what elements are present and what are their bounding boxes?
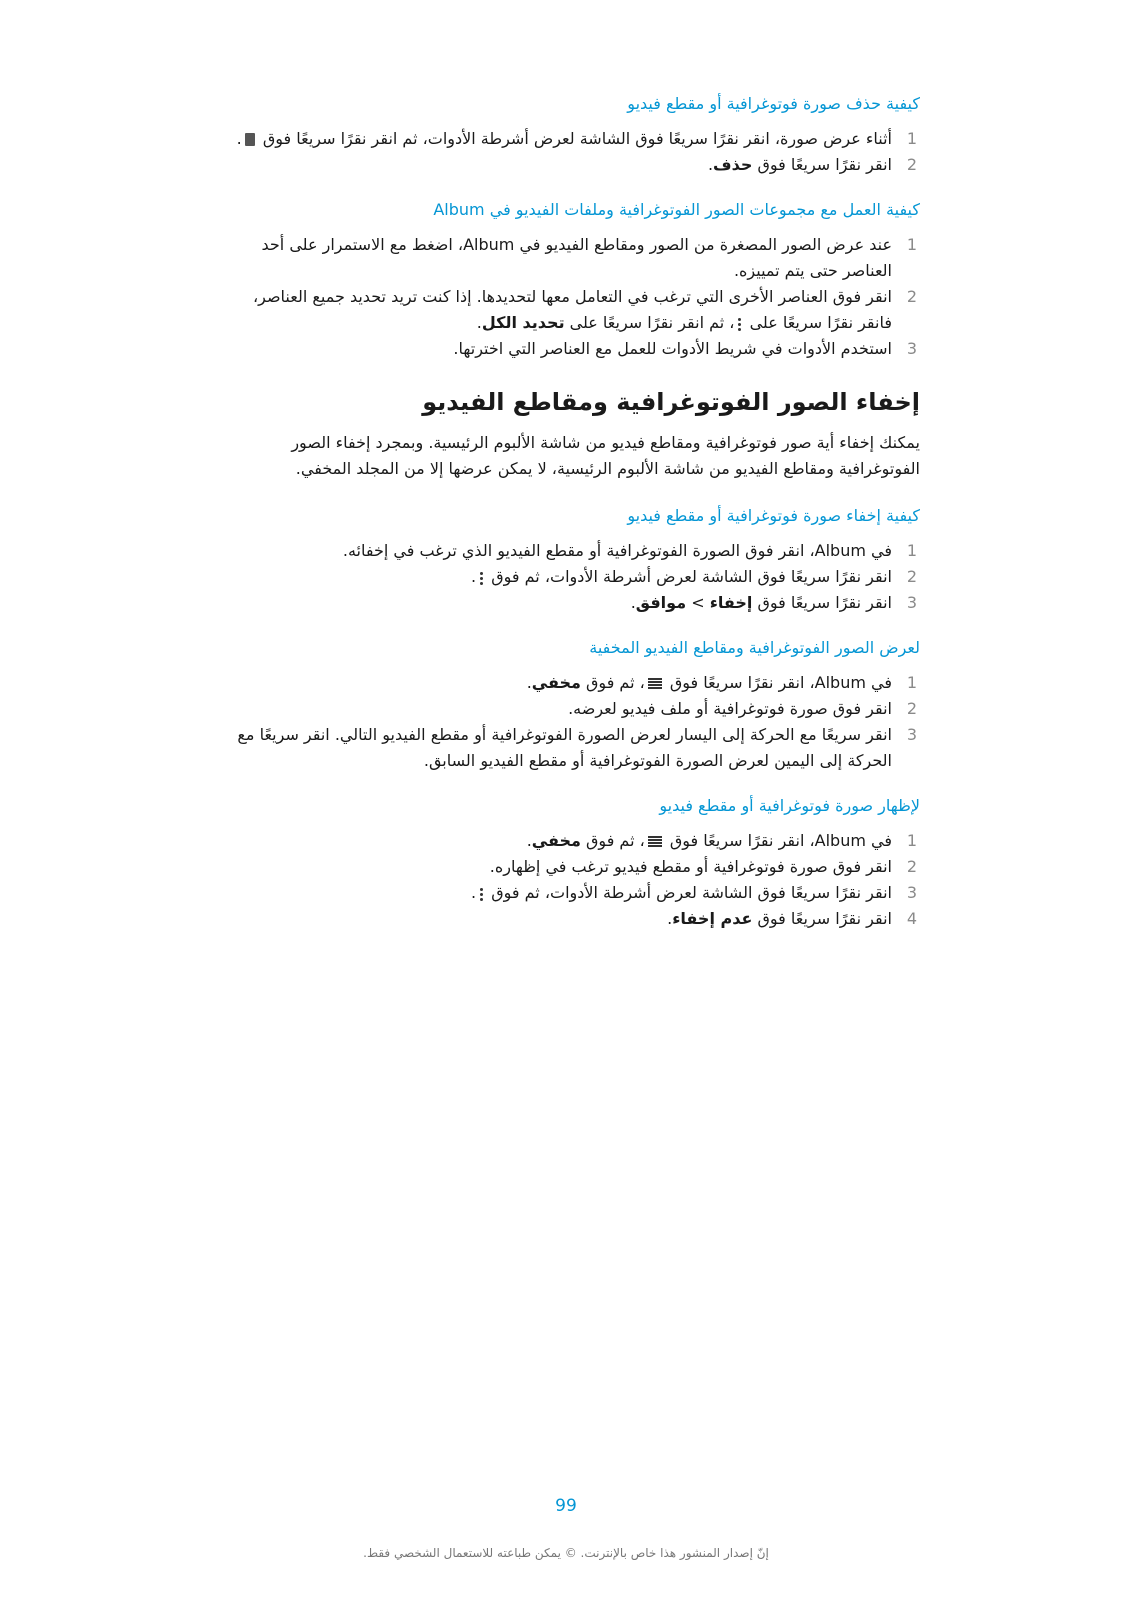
step-text: . — [476, 313, 482, 332]
hide-subheading: كيفية إخفاء صورة فوتوغرافية أو مقطع فيديو — [627, 506, 920, 525]
step-text: . — [471, 567, 477, 586]
unhide-steps — [218, 828, 920, 932]
section-heading: إخفاء الصور الفوتوغرافية ومقاطع الفيديو — [422, 388, 920, 416]
step-number: 1 — [906, 129, 918, 148]
step-number: 3 — [906, 883, 918, 902]
step-number: 2 — [906, 699, 918, 718]
view-hidden-subheading: لعرض الصور الفوتوغرافية ومقاطع الفيديو المخفية — [589, 638, 920, 657]
step-number: 1 — [906, 541, 918, 560]
step-bold: مخفي — [531, 673, 581, 692]
step-text: . — [630, 593, 636, 612]
page-content — [218, 92, 920, 952]
unhide-step-3 — [218, 880, 920, 906]
groups-step-2 — [218, 284, 920, 336]
page-number: 99 — [555, 1496, 577, 1516]
unhide-subheading: لإظهار صورة فوتوغرافية أو مقطع فيديو — [659, 796, 920, 815]
step-text: انقر فوق صورة فوتوغرافية أو مقطع فيديو ترغب في إظهاره. — [489, 857, 892, 876]
step-text: أثناء عرض صورة، انقر نقرًا سريعًا فوق الشاشة لعرض أشرطة الأدوات، ثم انقر نقرًا سريعًا فوق — [262, 129, 892, 148]
step-text: ، ثم انقر نقرًا سريعًا على — [564, 313, 735, 332]
step-number: 3 — [906, 725, 918, 744]
more-vertical-icon — [479, 887, 483, 901]
more-vertical-icon — [737, 317, 741, 331]
step-text: . — [526, 673, 532, 692]
delete-step-1 — [218, 126, 920, 152]
step-text: انقر سريعًا مع الحركة إلى اليسار لعرض الصورة الفوتوغرافية أو مقطع الفيديو التالي. انقر سريعًا مع الحركة إلى اليمين لعرض الصورة الفوتوغرافية أو مقطع الفيديو السابق. — [237, 725, 892, 770]
step-text: انقر نقرًا سريعًا فوق الشاشة لعرض أشرطة الأدوات، ثم فوق — [491, 567, 892, 586]
unhide-step-1 — [218, 828, 920, 854]
step-bold: حذف — [713, 155, 753, 174]
intro-paragraph: يمكنك إخفاء أية صور فوتوغرافية ومقاطع فيديو من شاشة الألبوم الرئيسية. وبمجرد إخفاء الصور الفوتوغرافية ومقاطع الفيديو من شاشة الألبوم الرئيسية، لا يمكن عرضها إلا من المجلد المخفي. — [291, 433, 920, 478]
step-number: 2 — [906, 857, 918, 876]
view-step-3 — [218, 722, 920, 774]
step-text: انقر نقرًا سريعًا فوق — [752, 155, 892, 174]
groups-step-3 — [218, 336, 920, 362]
step-text: انقر نقرًا سريعًا فوق الشاشة لعرض أشرطة الأدوات، ثم فوق — [491, 883, 892, 902]
menu-icon — [648, 678, 662, 689]
step-bold: موافق — [635, 593, 687, 612]
step-number: 2 — [906, 155, 918, 174]
step-number: 1 — [906, 831, 918, 850]
hide-step-1 — [218, 538, 920, 564]
step-text: . — [236, 129, 242, 148]
step-text: انقر نقرًا سريعًا فوق — [752, 909, 892, 928]
step-text: انقر نقرًا سريعًا فوق — [752, 593, 892, 612]
step-text: في Album، انقر فوق الصورة الفوتوغرافية أو مقطع الفيديو الذي ترغب في إخفائه. — [342, 541, 892, 560]
step-number: 3 — [906, 339, 918, 358]
step-text: ، ثم فوق — [580, 673, 645, 692]
step-bold: إخفاء — [709, 593, 753, 612]
step-text: استخدم الأدوات في شريط الأدوات للعمل مع العناصر التي اخترتها. — [453, 339, 892, 358]
groups-step-1 — [218, 232, 920, 284]
trash-icon — [245, 133, 255, 146]
step-text: . — [471, 883, 477, 902]
step-number: 1 — [906, 673, 918, 692]
view-step-2 — [218, 696, 920, 722]
groups-subheading: كيفية العمل مع مجموعات الصور الفوتوغرافية وملفات الفيديو في Album — [433, 200, 920, 219]
footer-note: إنّ إصدار المنشور هذا خاص بالإنترنت. © يمكن طباعته للاستعمال الشخصي فقط. — [363, 1546, 769, 1560]
more-vertical-icon — [479, 571, 483, 585]
menu-icon — [648, 836, 662, 847]
hide-step-3 — [218, 590, 920, 616]
step-text: > — [686, 593, 710, 612]
delete-subheading: كيفية حذف صورة فوتوغرافية أو مقطع فيديو — [627, 94, 920, 113]
step-text: ، ثم فوق — [580, 831, 645, 850]
unhide-step-4 — [218, 906, 920, 932]
hide-step-2 — [218, 564, 920, 590]
step-text: انقر فوق صورة فوتوغرافية أو ملف فيديو لعرضه. — [568, 699, 892, 718]
step-text: . — [667, 909, 673, 928]
step-text: في Album، انقر نقرًا سريعًا فوق — [669, 831, 892, 850]
step-number: 2 — [906, 287, 918, 306]
step-number: 4 — [906, 909, 918, 928]
view-step-1 — [218, 670, 920, 696]
groups-steps — [218, 232, 920, 362]
step-text: انقر فوق العناصر الأخرى التي ترغب في التعامل معها لتحديدها. إذا كنت تريد تحديد جميع العناصر، فانقر نقرًا سريعًا على — [252, 287, 892, 332]
step-text: في Album، انقر نقرًا سريعًا فوق — [669, 673, 892, 692]
step-text: . — [707, 155, 714, 174]
step-text: عند عرض الصور المصغرة من الصور ومقاطع الفيديو في Album، اضغط مع الاستمرار على أحد العناصر حتى يتم تمييزه. — [261, 235, 892, 280]
step-number: 3 — [906, 593, 918, 612]
step-number: 2 — [906, 567, 918, 586]
delete-step-2 — [218, 152, 920, 178]
view-hidden-steps — [218, 670, 920, 774]
step-bold: مخفي — [531, 831, 581, 850]
hide-steps — [218, 538, 920, 616]
step-bold: تحديد الكل — [481, 313, 565, 332]
delete-steps — [218, 126, 920, 178]
step-bold: عدم إخفاء — [672, 909, 753, 928]
unhide-step-2 — [218, 854, 920, 880]
step-text: . — [526, 831, 532, 850]
step-number: 1 — [906, 235, 918, 254]
